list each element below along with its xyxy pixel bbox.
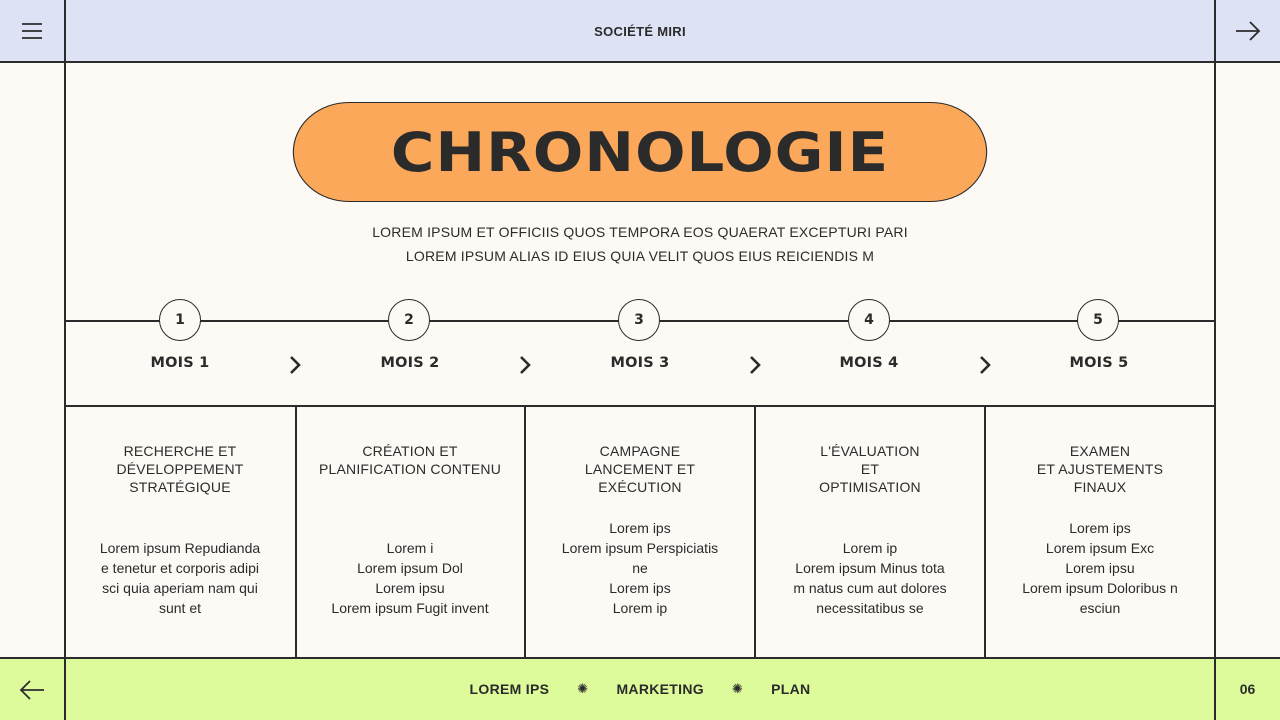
timeline-marker-1: 1 bbox=[159, 299, 201, 341]
chevron-right-icon bbox=[978, 355, 992, 375]
column-body: Lorem ip Lorem ipsum Minus tota m natus cum aut dolores necessitatibus se bbox=[793, 540, 947, 616]
asterisk-separator-icon: ✺ bbox=[577, 681, 589, 696]
chevron-right-icon bbox=[288, 355, 302, 375]
timeline-marker-2: 2 bbox=[388, 299, 430, 341]
month-label-2: MOIS 2 bbox=[380, 355, 440, 371]
chevron-right-icon bbox=[518, 355, 532, 375]
timeline-column-1 bbox=[65, 406, 295, 658]
column-heading: EXAMEN ET AJUSTEMENTS FINAUX bbox=[1036, 443, 1164, 495]
timeline-column-2 bbox=[295, 406, 525, 658]
timeline-column-3 bbox=[525, 406, 755, 658]
menu-button[interactable] bbox=[0, 0, 64, 61]
footer-link-lorem[interactable]: LOREM IPS bbox=[469, 681, 550, 697]
column-body: Lorem ips Lorem ipsum Exc Lorem ipsu Lorem ipsum Doloribus n esciun bbox=[1022, 520, 1178, 616]
timeline-column-4 bbox=[755, 406, 985, 658]
previous-slide-button[interactable] bbox=[0, 659, 64, 720]
chevron-right-icon bbox=[748, 355, 762, 375]
month-label-4: MOIS 4 bbox=[839, 355, 899, 371]
column-heading: CAMPAGNE LANCEMENT ET EXÉCUTION bbox=[584, 443, 696, 495]
column-heading: L'ÉVALUATION ET OPTIMISATION bbox=[819, 443, 921, 495]
arrow-left-icon bbox=[19, 680, 45, 700]
next-slide-button[interactable] bbox=[1216, 0, 1280, 61]
column-heading: RECHERCHE ET DÉVELOPPEMENT STRATÉGIQUE bbox=[116, 443, 244, 495]
column-heading: CRÉATION ET PLANIFICATION CONTENU bbox=[318, 443, 502, 477]
footer-link-plan[interactable]: PLAN bbox=[771, 681, 811, 697]
month-label-5: MOIS 5 bbox=[1069, 355, 1129, 371]
hamburger-menu-icon bbox=[21, 22, 43, 40]
arrow-right-icon bbox=[1235, 21, 1261, 41]
column-body: Lorem ips Lorem ipsum Perspiciatis ne Lorem ips Lorem ip bbox=[561, 520, 719, 616]
column-body: Lorem ipsum Repudianda e tenetur et corporis adipi sci quia aperiam nam qui sunt et bbox=[99, 540, 261, 616]
subtitle-line-1: LOREM IPSUM ET OFFICIIS QUOS TEMPORA EOS QUAERAT EXCEPTURI PARI bbox=[372, 224, 908, 240]
asterisk-separator-icon: ✺ bbox=[731, 681, 744, 696]
subtitle bbox=[65, 220, 1215, 268]
month-label-3: MOIS 3 bbox=[610, 355, 670, 371]
timeline-column-5 bbox=[985, 406, 1215, 658]
subtitle-line-2: LOREM IPSUM ALIAS ID EIUS QUIA VELIT QUOS EIUS REICIENDIS M bbox=[405, 248, 875, 264]
company-name: SOCIÉTÉ MIRI bbox=[594, 23, 686, 39]
footer-link-marketing[interactable]: MARKETING bbox=[616, 681, 704, 697]
timeline-marker-3: 3 bbox=[618, 299, 660, 341]
page-number: 06 bbox=[1239, 681, 1256, 697]
page-title: CHRONOLOGIE bbox=[293, 102, 987, 202]
column-body: Lorem i Lorem ipsum Dol Lorem ipsu Lorem ipsum Fugit invent bbox=[331, 540, 489, 616]
month-label-1: MOIS 1 bbox=[150, 355, 210, 371]
timeline-marker-4: 4 bbox=[848, 299, 890, 341]
footer-nav bbox=[65, 658, 1215, 720]
timeline-marker-5: 5 bbox=[1077, 299, 1119, 341]
